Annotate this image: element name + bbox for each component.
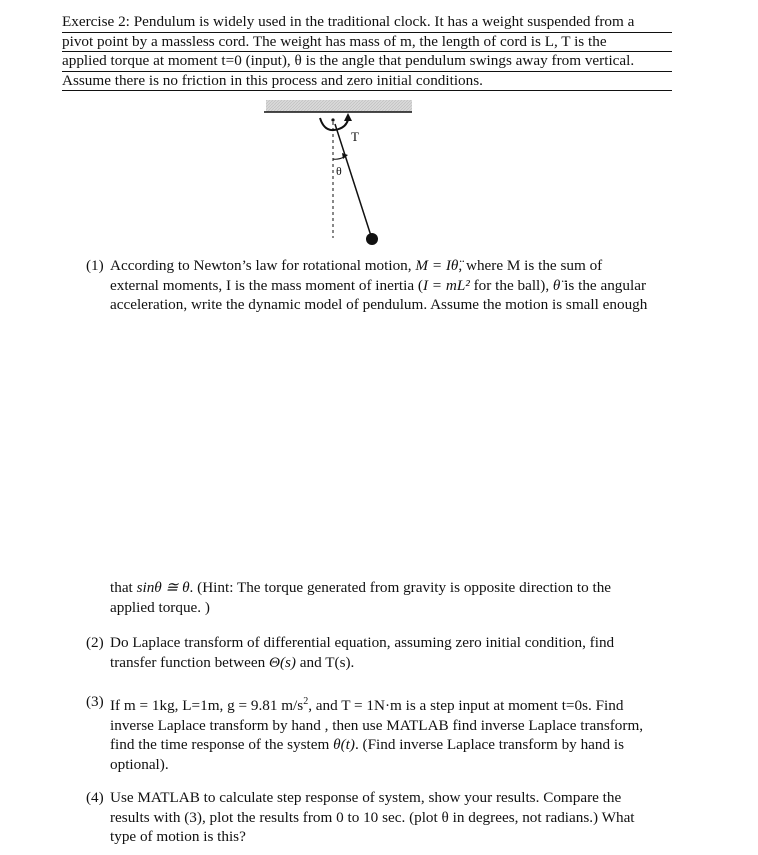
pendulum-bob [366, 233, 378, 245]
question-3-line-3: find the time response of the system θ(t). (Find inverse Laplace transform by hand is [110, 736, 625, 754]
question-2-line-1: Do Laplace transform of differential equation, assuming zero initial condition, find [110, 634, 615, 651]
question-1-line-2: external moments, I is the mass moment of inertia (I = mL² for the ball), θ̈ is the angular [110, 276, 647, 294]
question-4-line-3: type of motion is this? [110, 828, 246, 845]
question-1-line-5: applied torque. ) [110, 598, 210, 616]
exercise-intro [62, 13, 672, 91]
question-1-continued [110, 578, 690, 617]
question-4 [86, 788, 686, 847]
newton-equation: M = Iθ̈ [415, 257, 459, 274]
question-3-number: (3) [86, 693, 104, 710]
angle-label: θ [336, 164, 342, 178]
intro-line-3: applied torque at moment t=0 (input), θ is the angle that pendulum swings away from vertical. [62, 52, 672, 72]
inertia-equation: I = mL² [422, 276, 470, 294]
torque-arrowhead [344, 113, 352, 121]
question-3-line-2: inverse Laplace transform by hand , then use MATLAB find inverse Laplace transform, [110, 716, 644, 734]
theta-of-s: Θ(s) [268, 653, 296, 671]
question-3-line-4: optional). [110, 755, 169, 773]
intro-line-4: Assume there is no friction in this process and zero initial conditions. [62, 72, 672, 92]
question-3-line-1: If m = 1kg, L=1m, g = 9.81 $m/s^2$, and T = 1N·m is a step input at moment t=0s. Find [110, 696, 624, 715]
intro-line-2: pivot point by a massless cord. The weight has mass of m, the length of cord is L, T is the [62, 33, 672, 53]
intro-line-1: Exercise 2: Pendulum is widely used in the traditional clock. It has a weight suspended from a [62, 13, 672, 33]
gravity-unit-exponent: 2 [303, 696, 309, 707]
angular-acceleration-symbol: θ̈ [552, 276, 561, 294]
question-1-line-3: acceleration, write the dynamic model of pendulum. Assume the motion is small enough [110, 296, 648, 313]
question-2-line-2: transfer function between Θ(s) and T(s). [110, 653, 355, 671]
question-4-line-2: results with (3), plot the results from 0 to 10 sec. (plot θ in degrees, not radians.) What [110, 808, 635, 826]
ceiling-support [266, 100, 412, 112]
pendulum-diagram [262, 96, 417, 256]
question-1-line-1: According to Newton’s law for rotational motion, M = Iθ̈, where M is the sum of [110, 257, 603, 274]
question-2 [86, 633, 686, 672]
small-angle-approximation: sinθ ≅ θ [136, 579, 190, 596]
question-2-number: (2) [86, 634, 104, 651]
question-1 [86, 256, 686, 315]
question-3 [86, 692, 686, 774]
pivot-point [331, 118, 334, 121]
question-4-line-1: Use MATLAB to calculate step response of system, show your results. Compare the [110, 789, 622, 806]
angle-arc [333, 157, 344, 159]
question-1-line-4: that sinθ ≅ θ. (Hint: The torque generated from gravity is opposite direction to the [110, 579, 612, 596]
question-1-number: (1) [86, 257, 104, 274]
torque-label: T [351, 129, 359, 144]
theta-of-t: θ(t) [333, 736, 355, 754]
question-4-number: (4) [86, 789, 104, 806]
